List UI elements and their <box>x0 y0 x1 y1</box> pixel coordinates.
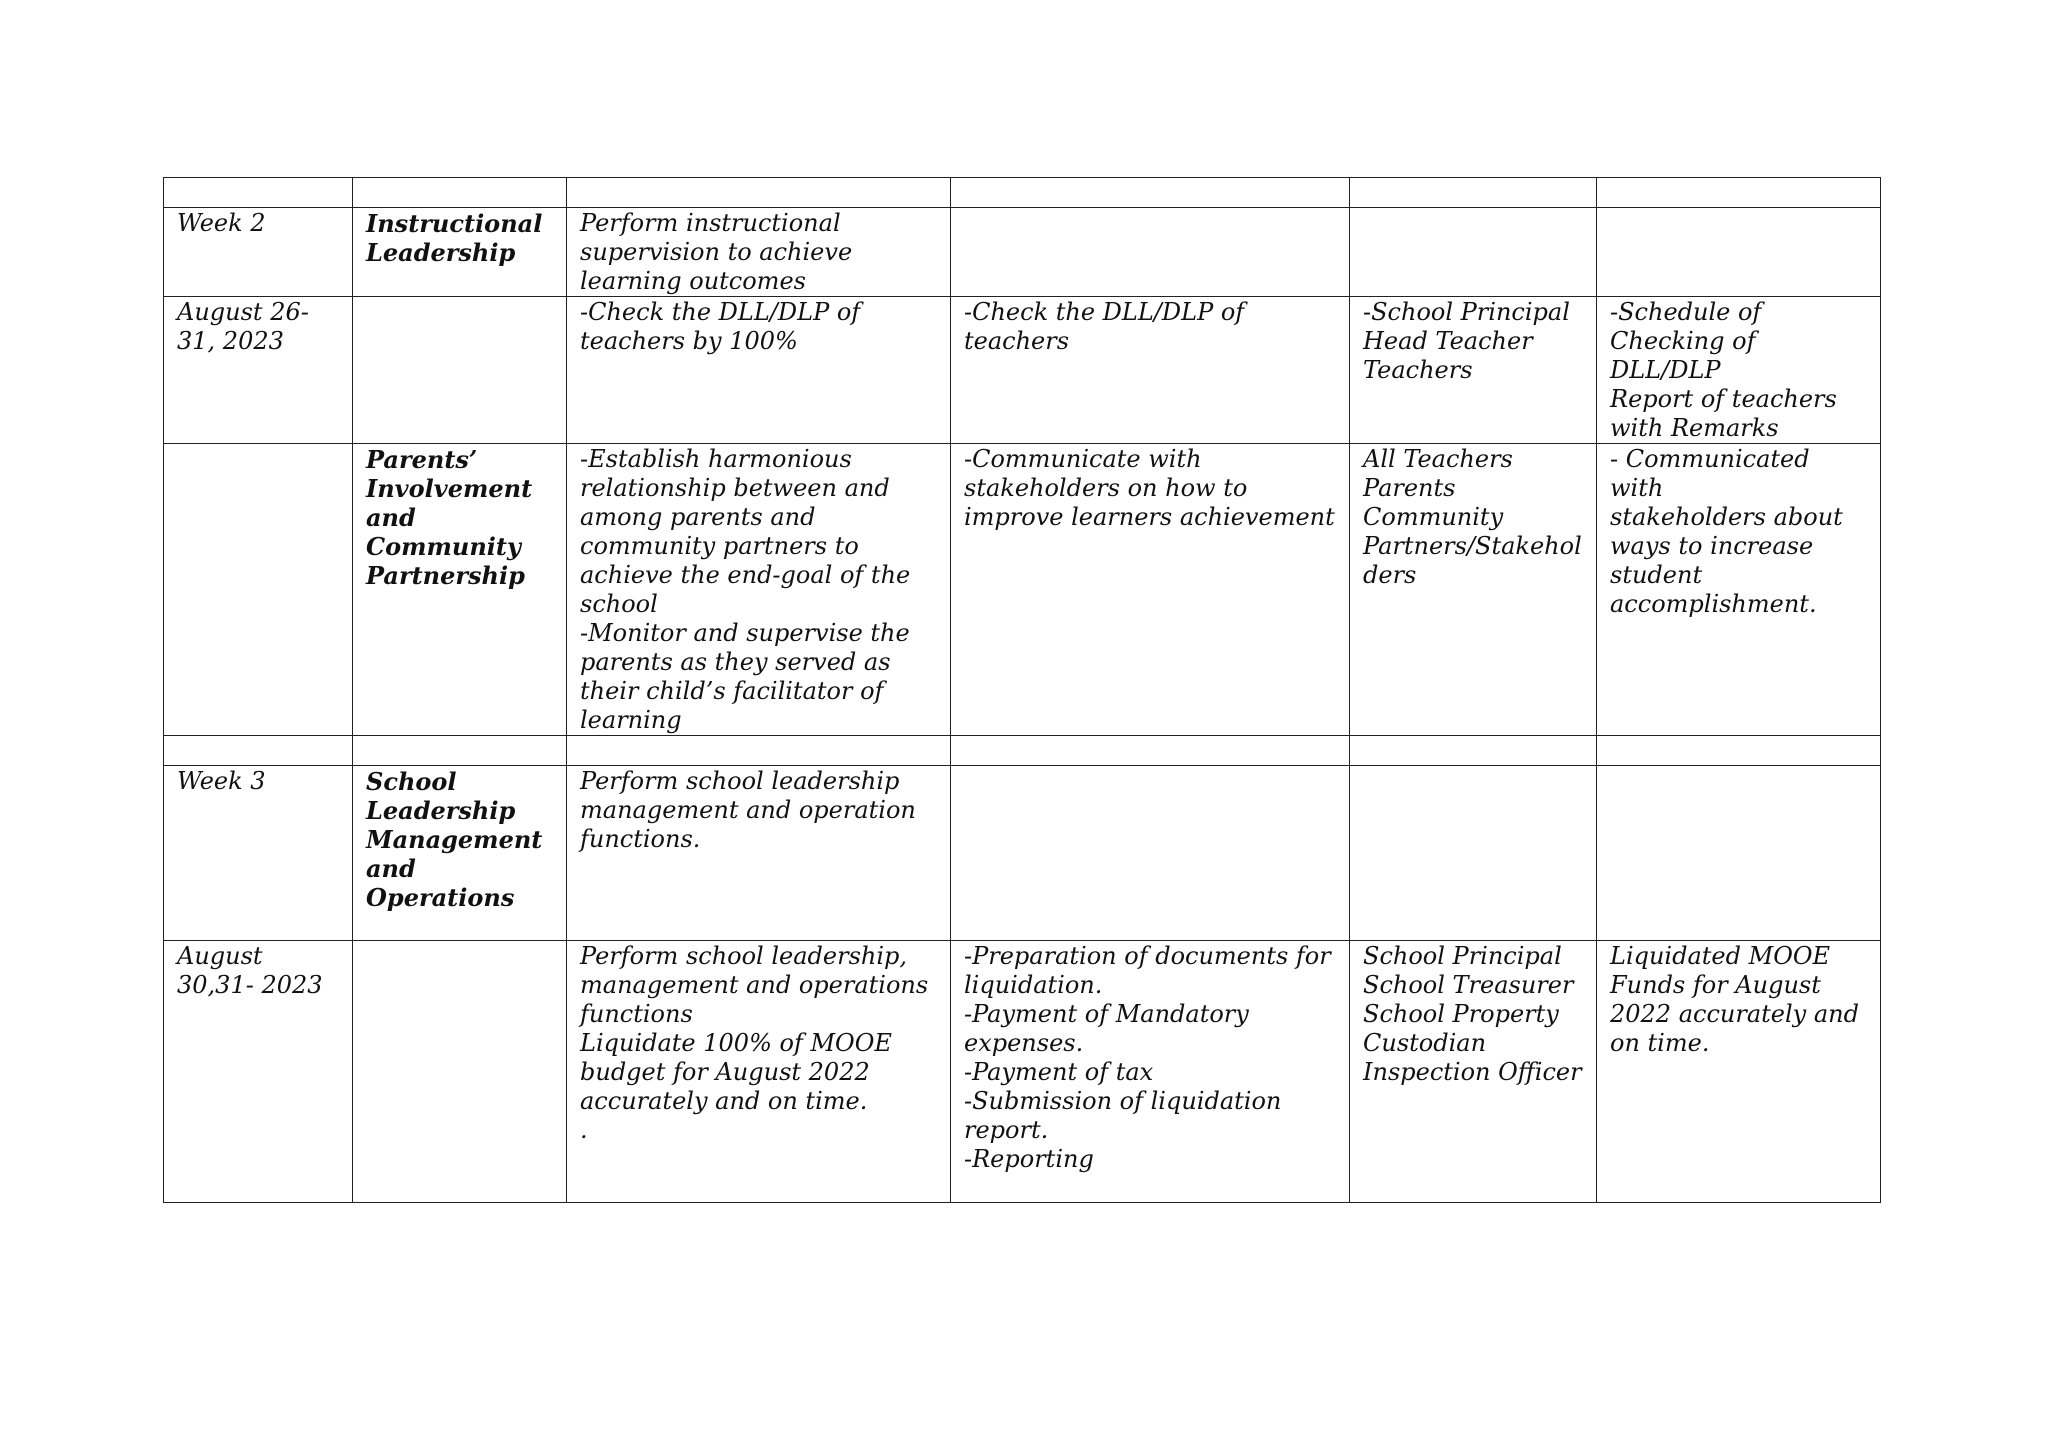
expected-output-cell: -Schedule of Checking of DLL/DLP Report of teachers with Remarks <box>1597 297 1881 444</box>
table-row-parents-involvement <box>164 444 1881 736</box>
week-cell: Week 3 <box>164 766 353 941</box>
table-row-august-26 <box>164 297 1881 444</box>
table-cell <box>164 178 353 208</box>
table-cell <box>164 736 353 766</box>
key-area-cell: Parents’ Involvement and Community Partnership <box>353 444 567 736</box>
table-row-blank <box>164 178 1881 208</box>
objective-cell: -Establish harmonious relationship between and among parents and community partners to achieve the end-goal of the school -Monitor and supervise the parents as they served as their child’s facilitator of learning <box>567 444 951 736</box>
activity-cell: -Communicate with stakeholders on how to improve learners achievement <box>951 444 1350 736</box>
table-cell <box>567 736 951 766</box>
table-cell <box>1597 178 1881 208</box>
activity-cell: -Preparation of documents for liquidation. -Payment of Mandatory expenses. -Payment of tax -Submission of liquidation report. -Reporting <box>951 941 1350 1203</box>
table-cell <box>353 178 567 208</box>
persons-involved-cell: All Teachers Parents Community Partners/Stakehol ders <box>1350 444 1597 736</box>
objective-cell: -Check the DLL/DLP of teachers by 100% <box>567 297 951 444</box>
expected-output-cell <box>1597 208 1881 297</box>
persons-involved-cell: -School Principal Head Teacher Teachers <box>1350 297 1597 444</box>
table-cell <box>567 178 951 208</box>
table-cell <box>951 178 1350 208</box>
activity-cell <box>951 208 1350 297</box>
table-cell <box>1597 736 1881 766</box>
table-cell <box>1350 178 1597 208</box>
table-row-week-2 <box>164 208 1881 297</box>
objective-cell: Perform instructional supervision to achieve learning outcomes <box>567 208 951 297</box>
key-area-cell <box>353 297 567 444</box>
table-row-blank <box>164 736 1881 766</box>
expected-output-cell <box>1597 766 1881 941</box>
persons-involved-cell <box>1350 766 1597 941</box>
table-cell <box>353 736 567 766</box>
persons-involved-cell: School Principal School Treasurer School Property Custodian Inspection Officer <box>1350 941 1597 1203</box>
objective-cell: Perform school leadership management and operation functions. <box>567 766 951 941</box>
activity-cell <box>951 766 1350 941</box>
date-cell <box>164 444 353 736</box>
table-row-week-3 <box>164 766 1881 941</box>
objective-cell: Perform school leadership, management and operations functions Liquidate 100% of MOOE budget for August 2022 accurately and on time. . <box>567 941 951 1203</box>
table-cell <box>1350 736 1597 766</box>
date-cell: August 26- 31, 2023 <box>164 297 353 444</box>
key-area-cell: School Leadership Management and Operations <box>353 766 567 941</box>
week-cell: Week 2 <box>164 208 353 297</box>
action-plan-table <box>163 177 1881 1203</box>
activity-cell: -Check the DLL/DLP of teachers <box>951 297 1350 444</box>
key-area-cell: Instructional Leadership <box>353 208 567 297</box>
expected-output-cell: - Communicated with stakeholders about ways to increase student accomplishment. <box>1597 444 1881 736</box>
date-cell: August 30,31- 2023 <box>164 941 353 1203</box>
table-cell <box>951 736 1350 766</box>
table-row-august-30 <box>164 941 1881 1203</box>
persons-involved-cell <box>1350 208 1597 297</box>
expected-output-cell: Liquidated MOOE Funds for August 2022 accurately and on time. <box>1597 941 1881 1203</box>
key-area-cell <box>353 941 567 1203</box>
